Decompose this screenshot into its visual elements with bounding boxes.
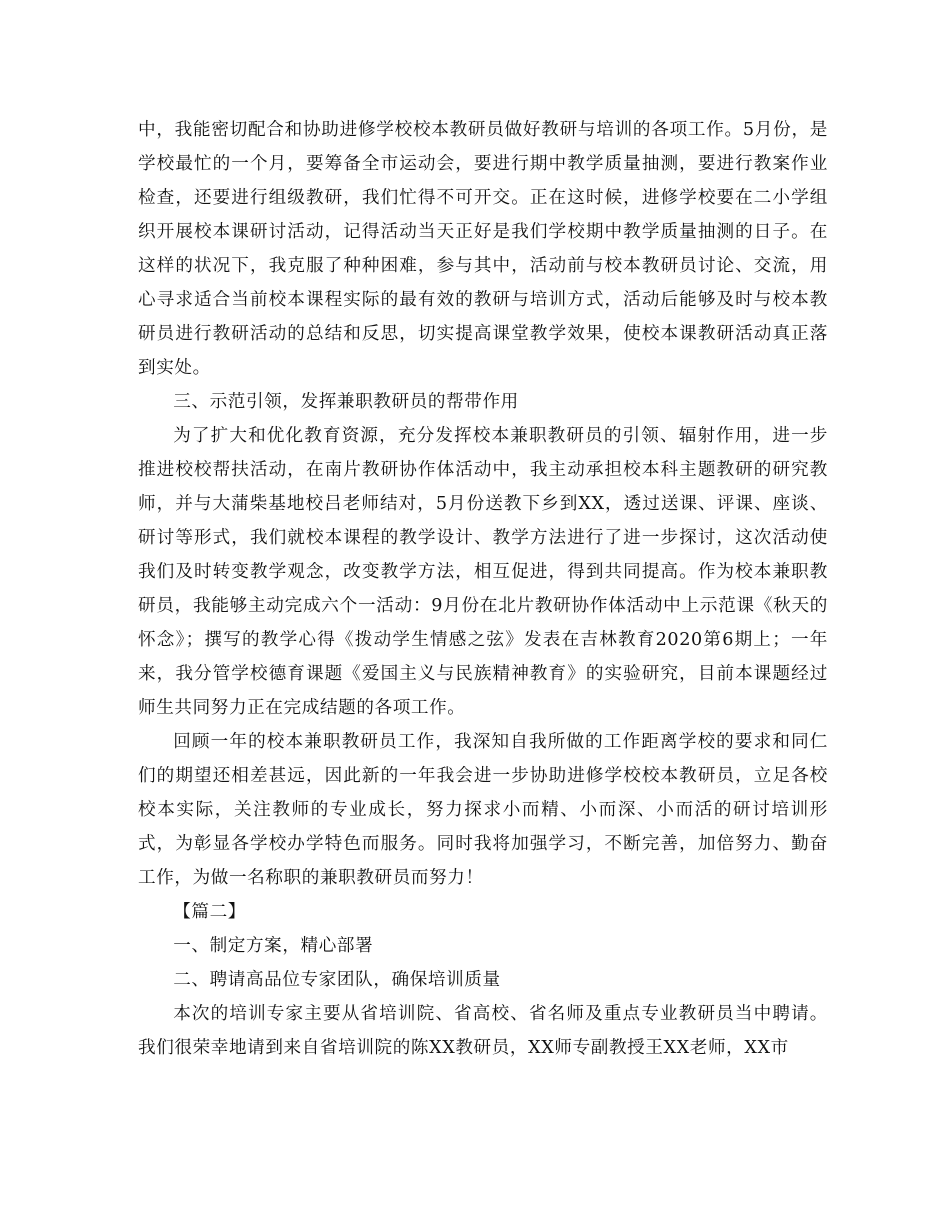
part-two-heading: 【篇二】 xyxy=(173,902,246,922)
section-heading-three: 三、示范引领，发挥兼职教研员的帮带作用 xyxy=(173,392,519,412)
paragraph-3-text: 为了扩大和优化教育资源，充分发挥校本兼职教研员的引领、辐射作用，进一步推进校校帮扶活动，在南片教研协作体活动中，我主动承担校本科主题教研的研究教师，并与大蒲柴基地校吕老师结对，5月份送教下乡到XX，透过送课、评课、座谈、研讨等形式，我们就校本课程的教学设计、教学方法进行了进一步探讨，这次活动使我们及时转变教学观念，改变教学方法，相互促进，得到共同提高。作为校本兼职教研员，我能够主动完成六个一活动：9月份在北片教研协作体活动中上示范课《秋天的怀念》；撰写的教学心得《拨动学生情感之弦》发表在吉林教育2020第6期上；一年来，我分管学校德育课题《爱国主义与民族精神教育》的实验研究，目前本课题经过师生共同努力正在完成结题的各项工作。 xyxy=(138,426,828,718)
paragraph-8-text: 本次的培训专家主要从省培训院、省高校、省名师及重点专业教研员当中聘请。我们很荣幸地请到来自省培训院的陈XX教研员，XX师专副教授王XX老师，XX市 xyxy=(138,1004,828,1058)
paragraph-4-text: 回顾一年的校本兼职教研员工作，我深知自我所做的工作距离学校的要求和同仁们的期望还相差甚远，因此新的一年我会进一步协助进修学校校本教研员，立足各校校本实际，关注教师的专业成长，努力探求小而精、小而深、小而活的研讨培训形式，为彰显各学校办学特色而服务。同时我将加强学习，不断完善，加倍努力、勤奋工作，为做一名称职的兼职教研员而努力！ xyxy=(138,732,828,888)
paragraph-1-text: 中，我能密切配合和协助进修学校校本教研员做好教研与培训的各项工作。5月份，是学校最忙的一个月，要筹备全市运动会，要进行期中教学质量抽测，要进行教案作业检查，还要进行组级教研，我们忙得不可开交。正在这时候，进修学校要在二小学组织开展校本课研讨活动，记得活动当天正好是我们学校期中教学质量抽测的日子。在这样的状况下，我克服了种种困难，参与其中，活动前与校本教研员讨论、交流，用心寻求适合当前校本课程实际的最有效的教研与培训方式，活动后能够及时与校本教研员进行教研活动的总结和反思，切实提高课堂教学效果，使校本课教研活动真正落到实处。 xyxy=(138,120,828,378)
document-body xyxy=(138,113,828,1065)
section-heading-two: 二、聘请高品位专家团队，确保培训质量 xyxy=(173,970,501,990)
section-heading-one: 一、制定方案，精心部署 xyxy=(173,936,374,956)
